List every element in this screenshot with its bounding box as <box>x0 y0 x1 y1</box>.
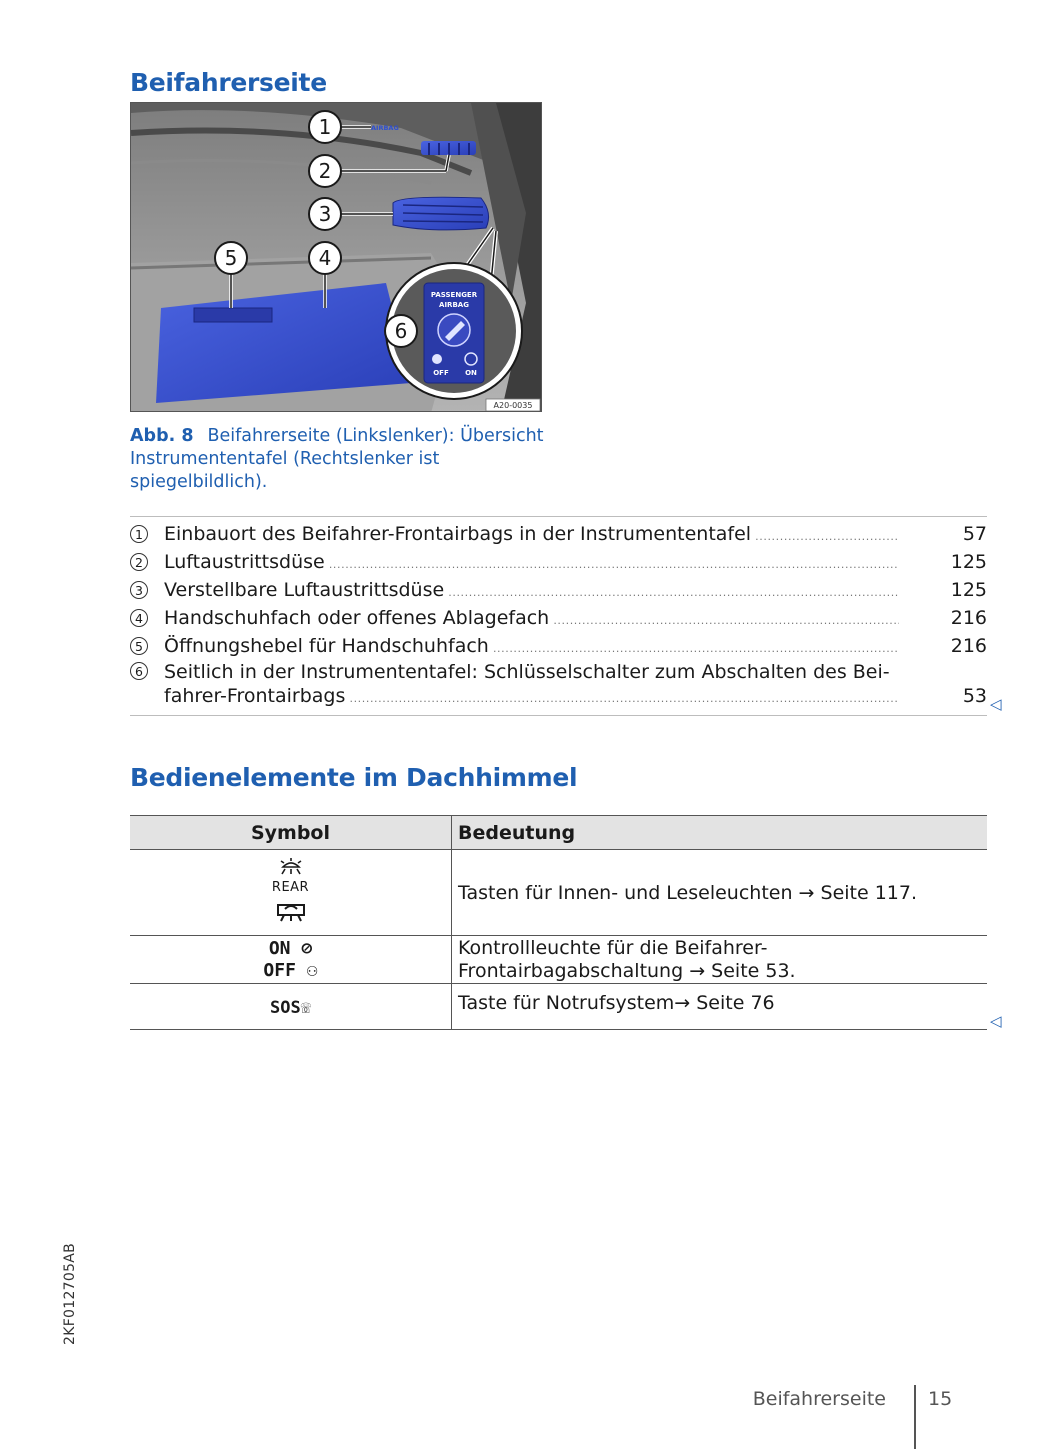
item-page-link[interactable]: 57 <box>962 523 987 545</box>
meaning-cell: Tasten für Innen- und Leseleuchten → Seite 117. <box>452 850 988 936</box>
item-text <box>164 660 899 711</box>
table-row <box>130 984 987 1030</box>
item-page-link[interactable]: 216 <box>950 635 987 657</box>
list-item <box>130 576 987 604</box>
item-number: 3 <box>130 581 148 599</box>
callout-4: 4 <box>318 246 332 270</box>
list-item <box>130 604 987 632</box>
controls-table <box>130 815 987 1030</box>
reading-light-icon <box>136 901 445 928</box>
item-text-line2: fahrer-Frontairbags ..... <box>164 684 899 711</box>
item-text: Luftaustrittsdüse ..... <box>164 548 899 579</box>
switch-on-label: ON <box>465 369 477 377</box>
item-number: 1 <box>130 525 148 543</box>
dashboard-illustration <box>131 103 542 412</box>
meaning-cell: Taste für Notrufsystem→ Seite 76 <box>452 984 988 1030</box>
list-item <box>130 548 987 576</box>
item-page-link[interactable]: 216 <box>950 607 987 629</box>
item-text: Einbauort des Beifahrer-Frontairbags in der Instrumententafel ..... <box>164 520 899 551</box>
callout-3: 3 <box>318 202 332 226</box>
header-meaning: Bedeutung <box>452 816 988 850</box>
document-code: 2KF012705AB <box>62 1242 78 1345</box>
airbag-switch-label: AIRBAG <box>439 301 469 309</box>
footer-section-title: Beifahrerseite <box>752 1388 886 1410</box>
callout-2: 2 <box>318 159 332 183</box>
page-number: 15 <box>928 1388 953 1410</box>
section-end-icon: ◁ <box>990 695 1002 713</box>
symbol-cell <box>130 850 452 936</box>
item-number: 6 <box>130 662 148 680</box>
meaning-cell: Kontrollleuchte für die Beifahrer-Frontairbagabschaltung → Seite 53. <box>452 936 988 984</box>
table-end-icon: ◁ <box>990 1012 1002 1030</box>
airbag-label: AIRBAG <box>371 124 399 132</box>
item-number: 4 <box>130 609 148 627</box>
item-page-link[interactable]: 125 <box>950 579 987 601</box>
callout-6: 6 <box>394 319 408 343</box>
caption-text: Beifahrerseite (Linkslenker): Übersicht Instrumententafel (Rechtslenker ist spiegelbildlich). <box>130 426 544 492</box>
passenger-label: PASSENGER <box>430 291 478 299</box>
switch-off-label: OFF <box>433 369 449 377</box>
footer-divider <box>914 1385 916 1449</box>
airbag-off-icon: OFF ⚇ <box>263 959 318 981</box>
header-symbol: Symbol <box>130 816 452 850</box>
symbol-cell <box>130 936 452 984</box>
item-text: Öffnungshebel für Handschuhfach ..... <box>164 632 899 663</box>
section-title-dachhimmel: Bedienelemente im Dachhimmel <box>130 763 578 792</box>
interior-light-rear-icon <box>136 857 445 895</box>
list-item <box>130 632 987 660</box>
rear-label: REAR <box>271 880 310 895</box>
list-item <box>130 660 987 712</box>
figure-code: A20-0035 <box>493 401 533 410</box>
list-item <box>130 520 987 548</box>
callout-1: 1 <box>318 115 332 139</box>
item-text-line1: Seitlich in der Instrumententafel: Schlüsselschalter zum Abschalten des Bei- <box>164 661 890 683</box>
item-text: Verstellbare Luftaustrittsdüse ..... <box>164 576 899 607</box>
symbol-cell <box>130 984 452 1030</box>
airbag-on-icon: ON ⊘ <box>268 937 313 959</box>
item-page-link[interactable]: 53 <box>962 685 987 707</box>
item-number: 5 <box>130 637 148 655</box>
table-row <box>130 936 987 984</box>
item-page-link[interactable]: 125 <box>950 551 987 573</box>
sos-icon: SOS☏ <box>270 997 311 1018</box>
caption-label: Abb. 8 <box>130 426 194 446</box>
legend-list <box>130 516 987 716</box>
figure-caption <box>130 425 550 494</box>
item-number: 2 <box>130 553 148 571</box>
callout-5: 5 <box>224 246 238 270</box>
table-row <box>130 850 987 936</box>
airbag-off-symbol-icon <box>432 354 442 364</box>
item-text: Handschuhfach oder offenes Ablagefach ..... <box>164 604 899 635</box>
section-title-beifahrerseite: Beifahrerseite <box>130 68 327 97</box>
dashboard-figure <box>130 102 542 412</box>
